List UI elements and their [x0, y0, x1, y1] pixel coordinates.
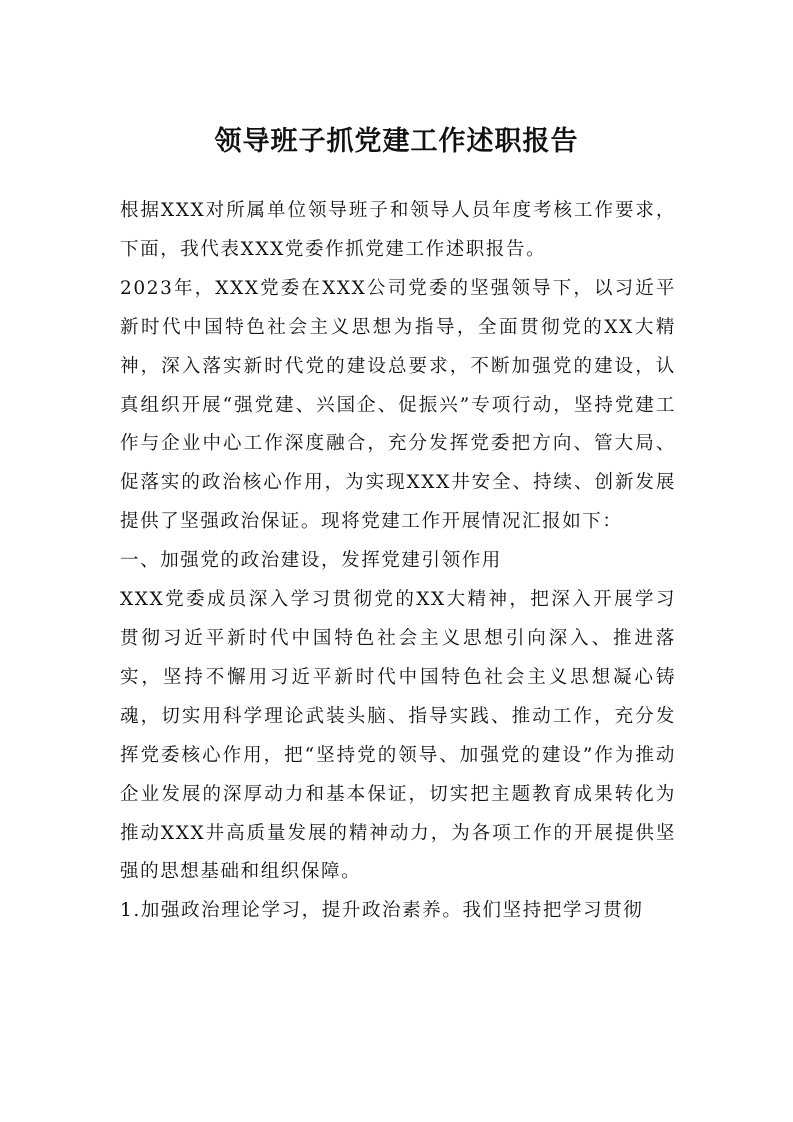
document-body: [120, 192, 676, 931]
paragraph-intro: 根据XXX对所属单位领导班子和领导人员年度考核工作要求，下面，我代表XXX党委作抓党建工作述职报告。: [120, 200, 676, 260]
document-title: 领导班子抓党建工作述职报告: [214, 126, 579, 157]
section-heading-1: 一、加强党的政治建设，发挥党建引领作用: [120, 550, 502, 572]
paragraph-section-1: XXX党委成员深入学习贯彻党的XX大精神，把深入开展学习贯彻习近平新时代中国特色社会主义思想引向深入、推进落实，坚持不懈用习近平新时代中国特色社会主义思想凝心铸魂，切实用科学理论武装头脑、指导实践、推动工作，充分发挥党委核心作用，把“坚持党的领导、加强党的建设”作为推动企业发展的深厚动力和基本保证，切实把主题教育成果转化为推动XXX井高质量发展的精神动力，为各项工作的开展提供坚强的思想基础和组织保障。: [120, 589, 676, 883]
paragraph-subsection-1: 1.加强政治理论学习，提升政治素养。我们坚持把学习贯彻: [120, 900, 644, 922]
paragraph-overview: 2023年，XXX党委在XXX公司党委的坚强领导下，以习近平新时代中国特色社会主义思想为指导，全面贯彻党的XX大精神，深入落实新时代党的建设总要求，不断加强党的建设，认真组织开展“强党建、兴国企、促振兴”专项行动，坚持党建工作与企业中心工作深度融合，充分发挥党委把方向、管大局、促落实的政治核心作用，为实现XXX井安全、持续、创新发展提供了坚强政治保证。现将党建工作开展情况汇报如下：: [120, 277, 676, 533]
